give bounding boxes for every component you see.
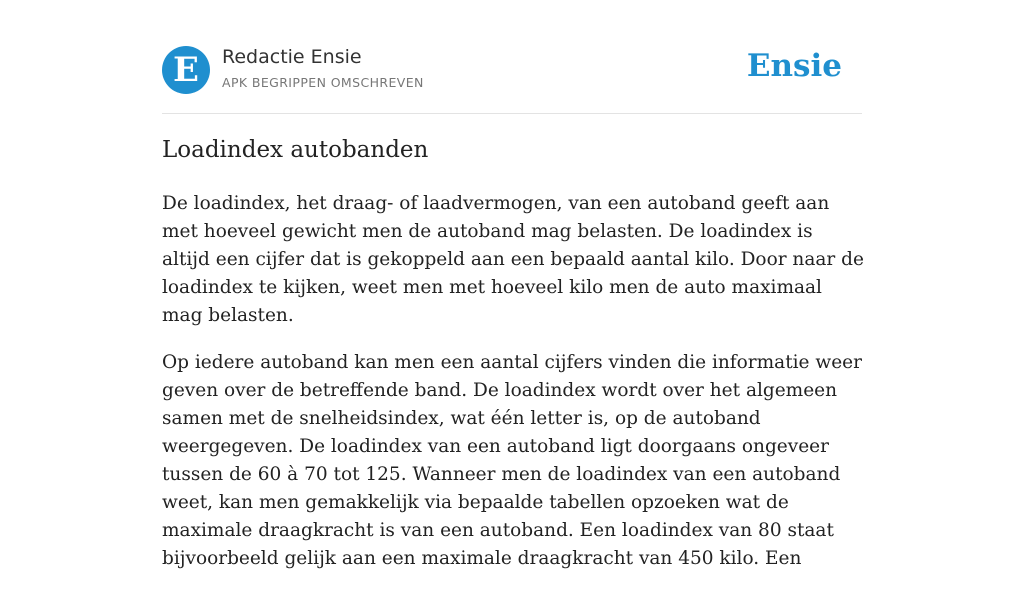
author-avatar[interactable]: E: [162, 46, 210, 94]
author-name[interactable]: Redactie Ensie: [222, 46, 362, 68]
paragraph-2: Op iedere autoband kan men een aantal cijfers vinden die informatie weer geven over de betreffende band. De loadindex wordt over het algemeen samen met de snelheidsindex, wat één letter is, op de autoband weergegeven. De loadindex van een autoband ligt doorgaans ongeveer tussen de 60 à 70 tot 125. Wanneer men de loadindex van een autoband weet, kan men gemakkelijk via bepaalde tabellen opzoeken wat de maximale draagkracht is van een autoband. Een loadindex van 80 staat bijvoorbeeld gelijk aan een maximale draagkracht van 450 kilo. Een: [162, 352, 862, 569]
article-title: Loadindex autobanden: [162, 137, 429, 163]
brand-logo[interactable]: Ensie: [746, 48, 842, 84]
header: [162, 46, 862, 96]
paragraph-1: De loadindex, het draag- of laadvermogen, van een autoband geeft aan met hoeveel gewicht men de autoband mag belasten. De loadindex is altijd een cijfer dat is gekoppeld aan een bepaald aantal kilo. Door naar de loadindex te kijken, weet men met hoeveel kilo men de auto maximaal mag belasten.: [162, 193, 864, 326]
category-link[interactable]: APK BEGRIPPEN OMSCHREVEN: [222, 75, 424, 90]
header-divider: [162, 113, 862, 114]
article-body: [162, 190, 864, 592]
